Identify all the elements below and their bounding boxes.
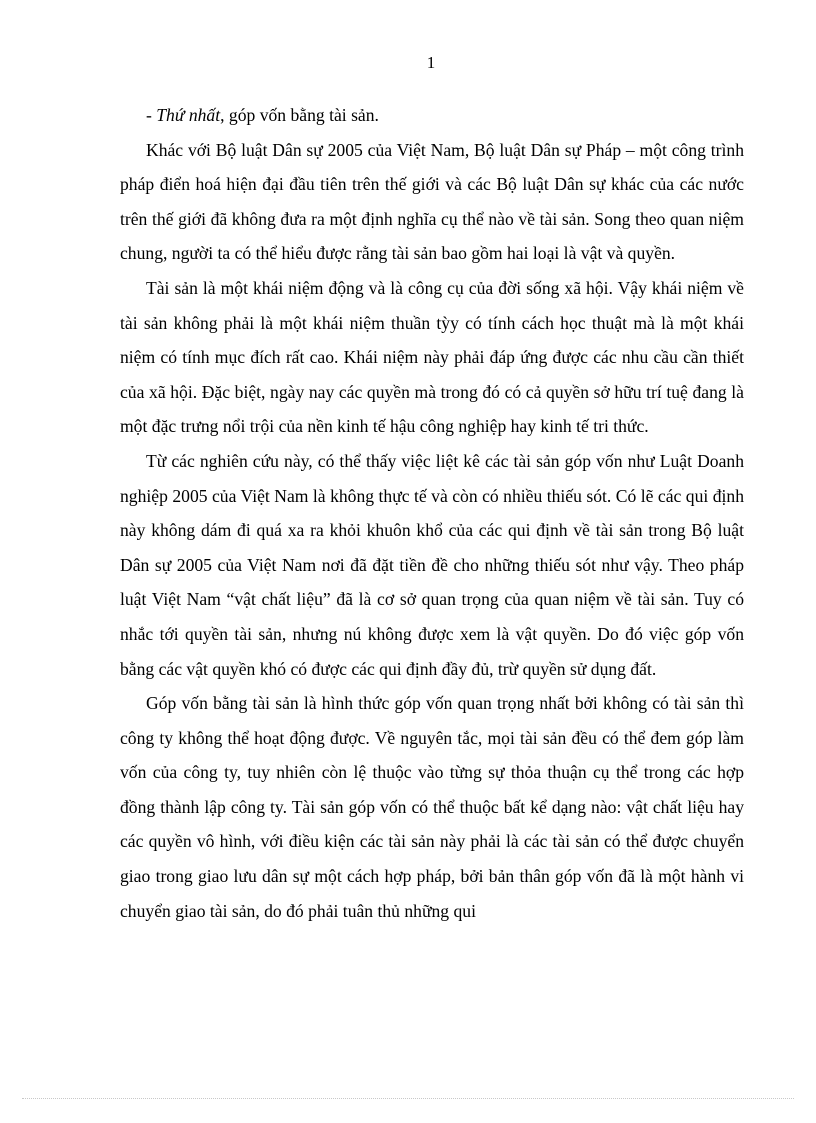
section-heading-line xyxy=(120,98,744,133)
paragraph-2: Tài sản là một khái niệm động và là công cụ của đời sống xã hội. Vậy khái niệm về tài sản không phải là một khái niệm thuần tỳy có tính cách học thuật mà là một khái niệm có tính mục đích rất cao. Khái niệm này phải đáp ứng được các nhu cầu cần thiết của xã hội. Đặc biệt, ngày nay các quyền mà trong đó có cả quyền sở hữu trí tuệ đang là một đặc trưng nổi trội của nền kinh tế hậu công nghiệp hay kinh tế tri thức. xyxy=(120,277,744,437)
heading-dash: - xyxy=(146,105,157,125)
document-body xyxy=(120,98,744,928)
paragraph-4: Góp vốn bằng tài sản là hình thức góp vốn quan trọng nhất bởi không có tài sản thì công ty không thể hoạt động được. Về nguyên tắc, mọi tài sản đều có thể đem góp làm vốn của công ty, tuy nhiên còn lệ thuộc vào từng sự thỏa thuận cụ thể trong các hợp đồng thành lập công ty. Tài sản góp vốn có thể thuộc bất kể dạng nào: vật chất liệu hay các quyền vô hình, với điều kiện các tài sản này phải là các tài sản có thể được chuyển giao trong giao lưu dân sự một cách hợp pháp, bởi bản thân góp vốn đã là một hành vi chuyển giao tài sản, do đó phải tuân thủ những qui xyxy=(120,693,744,921)
page-bottom-border xyxy=(22,1098,794,1099)
heading-italic: Thứ nhất xyxy=(156,105,221,125)
paragraph-3: Từ các nghiên cứu này, có thể thấy việc liệt kê các tài sản góp vốn như Luật Doanh nghiệp 2005 của Việt Nam là không thực tế và còn có nhiều thiếu sót. Có lẽ các qui định này không dám đi quá xa ra khỏi khuôn khổ của các qui định về tài sản trong Bộ luật Dân sự 2005 của Việt Nam nơi đã đặt tiền đề cho những thiếu sót như vậy. Theo pháp luật Việt Nam “vật chất liệu” đã là cơ sở quan trọng của quan niệm về tài sản. Tuy có nhắc tới quyền tài sản, nhưng nú không được xem là vật quyền. Do đó việc góp vốn bằng các vật quyền khó có được các qui định đầy đủ, trừ quyền sử dụng đất. xyxy=(120,450,744,679)
paragraph-1: Khác với Bộ luật Dân sự 2005 của Việt Nam, Bộ luật Dân sự Pháp – một công trình pháp điển hoá hiện đại đầu tiên trên thế giới và các Bộ luật Dân sự khác của các nước trên thế giới đã không đưa ra một định nghĩa cụ thể nào về tài sản. Song theo quan niệm chung, người ta có thể hiểu được rằng tài sản bao gồm hai loại là vật và quyền. xyxy=(120,139,744,264)
page-number: 1 xyxy=(426,53,436,72)
heading-rest: , góp vốn bằng tài sản. xyxy=(220,105,379,125)
